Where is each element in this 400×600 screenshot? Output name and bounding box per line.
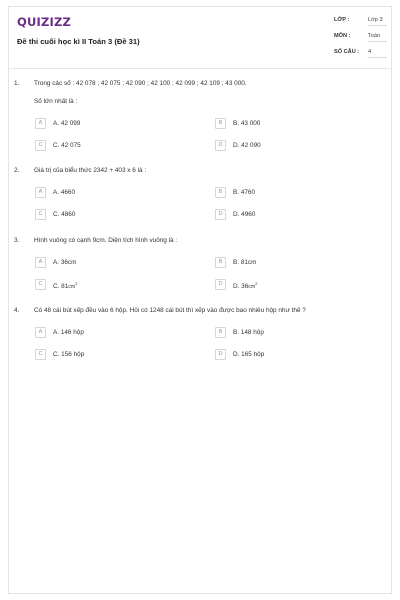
option-letter-box: B xyxy=(215,187,226,198)
question-number: 3. xyxy=(14,237,20,244)
option-letter-box: D xyxy=(215,349,226,360)
option-letter-box: C xyxy=(35,349,46,360)
option-text: D. 165 hộp xyxy=(233,351,265,358)
meta-label: LỚP : xyxy=(334,17,350,23)
option-letter-box: D xyxy=(215,209,226,220)
question-text: Hình vuông có cạnh 9cm. Diện tích hình vuông là : xyxy=(34,237,178,244)
option-text: B. 148 hộp xyxy=(233,329,264,336)
option-text xyxy=(233,281,257,290)
option-text: A. 36cm xyxy=(53,259,77,266)
question-subtext: Số lớn nhất là : xyxy=(34,98,78,105)
option-letter-box: B xyxy=(215,327,226,338)
question-text: Có 48 cái bút xếp đều vào 6 hộp. Hỏi có 1248 cái bút thì xếp vào được bao nhiêu hộp như thế ? xyxy=(34,307,306,314)
option-letter-box: A xyxy=(35,327,46,338)
worksheet-title: Đề thi cuối học kì II Toán 3 (Đề 31) xyxy=(17,37,140,46)
option-text: C. 156 hộp xyxy=(53,351,85,358)
question-text: Trong các số : 42 078 ; 42 075 ; 42 090 ; 42 100 ; 42 099 ; 42 109 ; 43 000. xyxy=(34,80,247,87)
option-text xyxy=(53,281,77,290)
worksheet-header xyxy=(9,7,391,69)
option-letter-box: C xyxy=(35,279,46,290)
meta-value: Lớp 3 xyxy=(368,17,387,26)
option-text: A. 4660 xyxy=(53,189,76,196)
option-text: B. 43 000 xyxy=(233,120,261,127)
option-letter-box: D xyxy=(215,279,226,290)
option-text: B. 81cm xyxy=(233,259,257,266)
question-number: 1. xyxy=(14,80,20,87)
meta-label: MÔN : xyxy=(334,33,351,39)
option-letter-box: B xyxy=(215,118,226,129)
question-number: 4. xyxy=(14,307,20,314)
question-text: Giá trị của biểu thức 2342 + 403 x 6 là : xyxy=(34,167,147,174)
option-text: A. 146 hộp xyxy=(53,329,84,336)
option-letter-box: B xyxy=(215,257,226,268)
meta-row-question-count xyxy=(334,39,390,53)
option-unit: cm xyxy=(68,284,76,290)
option-text: D. 4960 xyxy=(233,211,256,218)
option-text: A. 42 099 xyxy=(53,120,81,127)
option-letter-box: A xyxy=(35,187,46,198)
option-superscript: 2 xyxy=(75,281,78,286)
option-letter-box: D xyxy=(215,140,226,151)
meta-row-subject xyxy=(334,23,390,37)
option-superscript: 2 xyxy=(255,281,258,286)
question-number: 2. xyxy=(14,167,20,174)
option-text: C. 4860 xyxy=(53,211,76,218)
option-text: C. 42 075 xyxy=(53,142,81,149)
option-letter-box: C xyxy=(35,209,46,220)
meta-row-grade xyxy=(334,7,390,21)
option-value: D. 36 xyxy=(233,283,249,290)
option-text: B. 4760 xyxy=(233,189,256,196)
option-unit: cm xyxy=(248,284,256,290)
meta-label: SỐ CÂU : xyxy=(334,49,360,55)
option-letter-box: C xyxy=(35,140,46,151)
option-text: D. 42 090 xyxy=(233,142,261,149)
worksheet-page xyxy=(8,6,392,594)
option-letter-box: A xyxy=(35,257,46,268)
option-value: C. 81 xyxy=(53,283,69,290)
meta-value: Toán xyxy=(368,33,387,42)
option-letter-box: A xyxy=(35,118,46,129)
meta-value: 4 xyxy=(368,49,387,58)
quizizz-logo: QUIZIZZ xyxy=(17,15,72,29)
